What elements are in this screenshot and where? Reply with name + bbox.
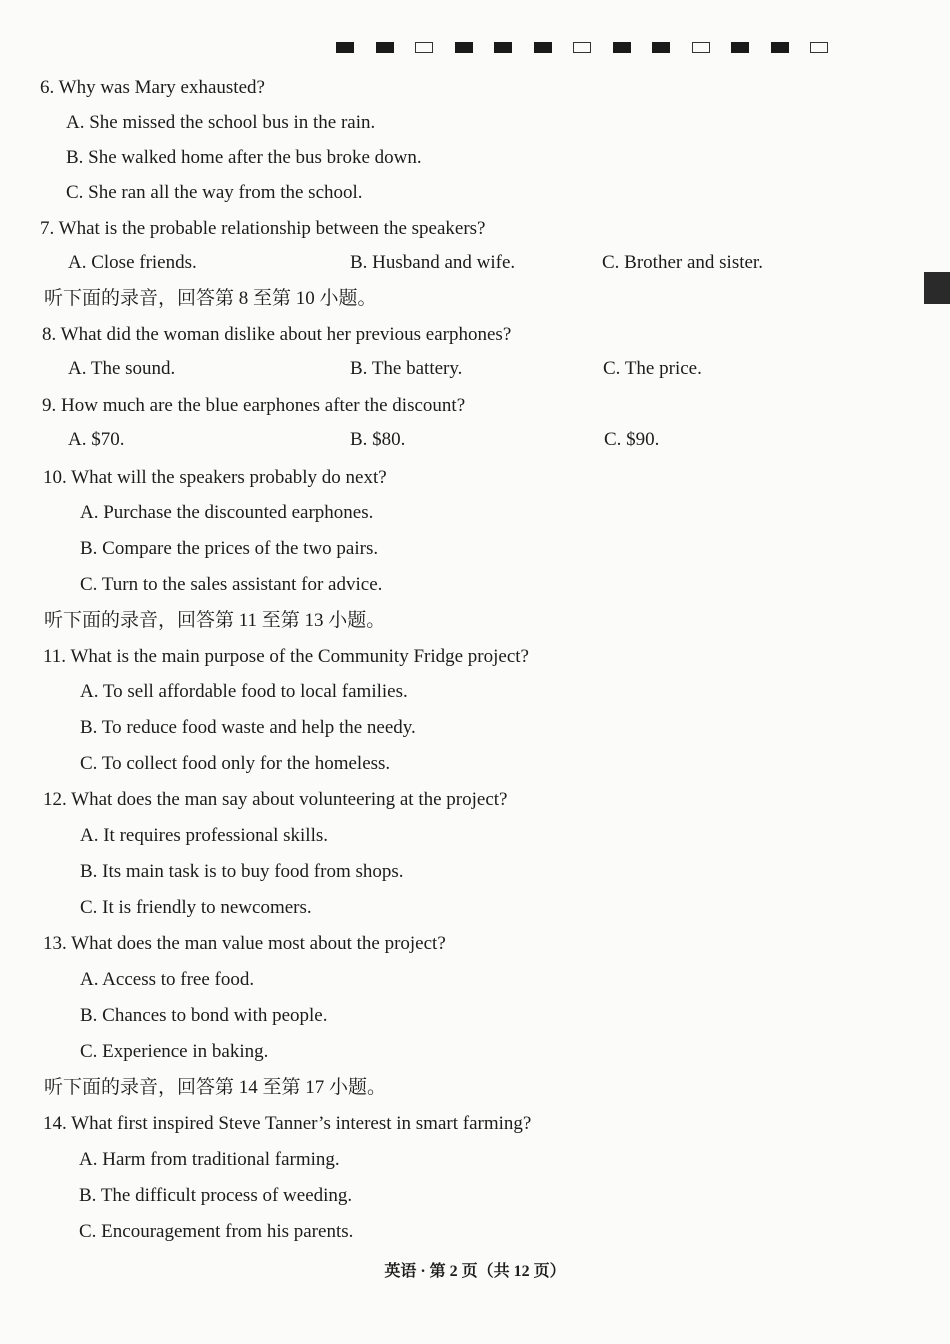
question-11-option-a: A. To sell affordable food to local families.: [80, 681, 408, 702]
section-heading-11-13: 听下面的录音，回答第 11 至第 13 小题。: [44, 610, 386, 631]
filled-square-mark: [613, 42, 631, 53]
page-footer: 英语 · 第 2 页（共 12 页）: [384, 1263, 566, 1280]
question-8-option-c: C. The price.: [603, 358, 702, 379]
hollow-square-mark: [573, 42, 591, 53]
question-12-stem: 12. What does the man say about volunteering at the project?: [43, 789, 508, 810]
question-6-option-a: A. She missed the school bus in the rain.: [66, 112, 376, 133]
question-8-option-a: A. The sound.: [68, 358, 176, 379]
question-14-option-b: B. The difficult process of weeding.: [79, 1185, 353, 1206]
filled-square-mark: [534, 42, 552, 53]
question-6-option-c: C. She ran all the way from the school.: [66, 182, 363, 203]
question-10-option-a: A. Purchase the discounted earphones.: [80, 502, 374, 523]
filled-square-mark: [652, 42, 670, 53]
hollow-square-mark: [692, 42, 710, 53]
question-7-option-a: A. Close friends.: [68, 252, 197, 273]
section-heading-8-10: 听下面的录音，回答第 8 至第 10 小题。: [44, 288, 377, 309]
question-9-option-c: C. $90.: [604, 429, 660, 450]
filled-square-mark: [455, 42, 473, 53]
question-9-stem: 9. How much are the blue earphones after the discount?: [42, 395, 466, 416]
question-7-option-c: C. Brother and sister.: [602, 252, 763, 273]
filled-square-mark: [336, 42, 354, 53]
filled-square-mark: [771, 42, 789, 53]
question-12-option-c: C. It is friendly to newcomers.: [80, 897, 312, 918]
question-7-option-b: B. Husband and wife.: [350, 252, 516, 273]
alignment-marks: [336, 42, 836, 58]
question-14-option-c: C. Encouragement from his parents.: [79, 1221, 354, 1242]
hollow-square-mark: [810, 42, 828, 53]
question-7-stem: 7. What is the probable relationship between the speakers?: [40, 218, 486, 239]
question-9-option-b: B. $80.: [350, 429, 406, 450]
edge-tab-mark: [924, 272, 950, 304]
question-8-option-b: B. The battery.: [350, 358, 463, 379]
question-6-option-b: B. She walked home after the bus broke down.: [66, 147, 422, 168]
question-14-stem: 14. What first inspired Steve Tanner’s interest in smart farming?: [43, 1113, 532, 1134]
hollow-square-mark: [415, 42, 433, 53]
question-12-option-a: A. It requires professional skills.: [80, 825, 329, 846]
filled-square-mark: [494, 42, 512, 53]
question-11-option-b: B. To reduce food waste and help the needy.: [80, 717, 416, 738]
filled-square-mark: [376, 42, 394, 53]
question-10-option-c: C. Turn to the sales assistant for advice.: [80, 574, 383, 595]
question-13-option-a: A. Access to free food.: [80, 969, 255, 990]
question-13-option-b: B. Chances to bond with people.: [80, 1005, 328, 1026]
question-9-options: [68, 429, 868, 453]
question-11-option-c: C. To collect food only for the homeless.: [80, 753, 391, 774]
question-8-stem: 8. What did the woman dislike about her previous earphones?: [42, 324, 512, 345]
filled-square-mark: [731, 42, 749, 53]
question-12-option-b: B. Its main task is to buy food from shops.: [80, 861, 404, 882]
question-8-options: [68, 358, 868, 382]
question-14-option-a: A. Harm from traditional farming.: [79, 1149, 340, 1170]
question-10-stem: 10. What will the speakers probably do next?: [43, 467, 387, 488]
question-7-options: [68, 252, 868, 276]
question-13-stem: 13. What does the man value most about the project?: [43, 933, 446, 954]
question-13-option-c: C. Experience in baking.: [80, 1041, 269, 1062]
question-10-option-b: B. Compare the prices of the two pairs.: [80, 538, 379, 559]
question-6-stem: 6. Why was Mary exhausted?: [40, 77, 265, 98]
question-9-option-a: A. $70.: [68, 429, 125, 450]
section-heading-14-17: 听下面的录音，回答第 14 至第 17 小题。: [44, 1077, 387, 1098]
question-11-stem: 11. What is the main purpose of the Community Fridge project?: [43, 646, 529, 667]
